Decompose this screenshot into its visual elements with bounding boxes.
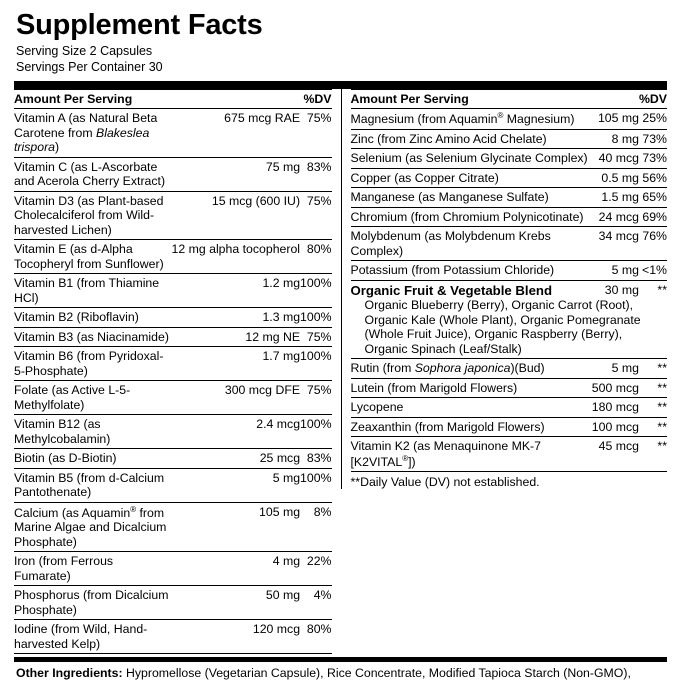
left-nutrient-table [14,89,332,655]
nutrient-amount: 34 mcg [592,227,639,261]
nutrient-dv: 73% [639,129,667,149]
table-row [351,109,668,130]
table-row [14,552,332,586]
nutrient-dv: 8% [300,502,331,552]
nutrient-name: Folate (as Active L-5-Methylfolate) [14,381,172,415]
nutrient-amount: 120 mcg [172,620,301,654]
facts-columns [14,89,667,655]
nutrient-name: Iron (from Ferrous Fumarate) [14,552,172,586]
table-row [351,417,668,437]
left-table-body [14,89,332,654]
serving-size: Serving Size 2 Capsules [16,44,153,59]
left-header-amount: Amount Per Serving [14,89,172,109]
nutrient-name: Phosphorus (from Dicalcium Phosphate) [14,586,172,620]
table-row [351,398,668,418]
nutrient-name: Chromium (from Chromium Polynicotinate) [351,207,592,227]
nutrient-name: Zinc (from Zinc Amino Acid Chelate) [351,129,592,149]
nutrient-amount: 1.5 mg [592,188,639,208]
nutrient-dv: 100% [300,415,331,449]
table-row [351,149,668,169]
nutrient-name: Vitamin B3 (as Niacinamide) [14,327,172,347]
nutrient-name: Vitamin E (as d-Alpha Tocopheryl from Sunflower) [14,240,172,274]
nutrient-name: Manganese (as Manganese Sulfate) [351,188,592,208]
nutrient-dv: 65% [639,188,667,208]
table-row [351,168,668,188]
nutrient-amount: 500 mcg [592,378,639,398]
table-row [14,586,332,620]
table-row [351,359,668,379]
nutrient-name: Zeaxanthin (from Marigold Flowers) [351,417,592,437]
nutrient-dv: 83% [300,449,331,469]
nutrient-dv: 73% [639,149,667,169]
nutrient-amount: 25 mcg [172,449,301,469]
left-column [14,89,341,655]
nutrient-dv: 100% [300,468,331,502]
nutrient-name: Rutin (from Sophora japonica)(Bud) [351,359,592,379]
nutrient-amount: 50 mg [172,586,301,620]
table-row [14,109,332,158]
table-row [14,347,332,381]
nutrient-dv: 100% [300,347,331,381]
nutrient-amount: 2.4 mcg [172,415,301,449]
nutrient-amount: 0.5 mg [592,168,639,188]
nutrient-dv: 69% [639,207,667,227]
nutrient-amount: 180 mcg [592,398,639,418]
nutrient-dv: 22% [300,552,331,586]
nutrient-dv: ** [639,378,667,398]
table-row [351,227,668,261]
nutrient-name: Potassium (from Potassium Chloride) [351,261,592,281]
nutrient-name: Molybdenum (as Molybdenum Krebs Complex) [351,227,592,261]
other-ingredients [16,662,667,681]
nutrient-dv: ** [639,359,667,379]
nutrient-name: Vitamin D3 (as Plant-based Cholecalciferol from Wild-harvested Lichen) [14,191,172,240]
nutrient-amount: 12 mg NE [172,327,301,347]
nutrient-amount: 4 mg [172,552,301,586]
nutrient-amount: 75 mg [172,157,301,191]
nutrient-amount: 1.2 mg [172,274,301,308]
nutrient-name: Lycopene [351,398,592,418]
table-row [14,620,332,654]
page-title: Supplement Facts [16,9,263,41]
nutrient-amount: 100 mcg [592,417,639,437]
nutrient-amount: 105 mg [172,502,301,552]
right-column [341,89,668,490]
nutrient-name: Vitamin K2 (as Menaquinone MK-7 [K2VITAL®]) [351,437,592,472]
nutrient-amount: 15 mcg (600 IU) [172,191,301,240]
nutrient-amount: 40 mcg [592,149,639,169]
table-row [14,327,332,347]
table-row [14,415,332,449]
nutrient-dv: 75% [300,327,331,347]
left-header-dv: %DV [300,89,331,109]
blend-row [351,280,668,298]
table-row [351,437,668,472]
nutrient-dv: 83% [300,157,331,191]
nutrient-name: Calcium (as Aquamin® from Marine Algae and Dicalcium Phosphate) [14,502,172,552]
table-row [14,308,332,328]
nutrient-name: Copper (as Copper Citrate) [351,168,592,188]
table-row [14,240,332,274]
nutrient-name: Vitamin B12 (as Methylcobalamin) [14,415,172,449]
blend-name: Organic Fruit & Vegetable Blend [350,282,553,298]
daily-value-footnote: **Daily Value (DV) not established. [350,475,540,490]
blend-description: Organic Blueberry (Berry), Organic Carrot (Root), Organic Kale (Whole Plant), Organic Pomegranate (Whole Fruit Juice), Organic Raspberry (Berry), Organic Spinach (Leaf/Stalk) [351,298,668,359]
table-row [14,449,332,469]
table-row [351,207,668,227]
nutrient-name: Magnesium (from Aquamin® Magnesium) [351,109,592,130]
blend-description-row [351,298,668,359]
table-row [351,129,668,149]
nutrient-amount: 300 mcg DFE [172,381,301,415]
other-ingredients-text: Hypromellose (Vegetarian Capsule), Rice Concentrate, Modified Tapioca Starch (Non-GMO), [122,666,631,681]
table-row [351,188,668,208]
nutrient-dv: ** [639,417,667,437]
nutrient-dv: 56% [639,168,667,188]
servings-per-container: Servings Per Container 30 [16,60,163,75]
nutrient-amount: 24 mcg [592,207,639,227]
nutrient-dv: 100% [300,308,331,328]
right-table-header-row [351,89,668,109]
heavy-divider [14,81,667,89]
nutrient-dv: 100% [300,274,331,308]
table-row [351,378,668,398]
left-header-spacer [172,89,301,109]
right-header-spacer [592,89,639,109]
table-row [14,468,332,502]
nutrient-amount: 45 mcg [592,437,639,472]
table-row [14,502,332,552]
right-header-dv: %DV [639,89,667,109]
nutrient-amount: 12 mg alpha tocopherol [172,240,301,274]
nutrient-amount: 8 mg [592,129,639,149]
nutrient-dv: 75% [300,381,331,415]
blend-amount: 30 mg [604,282,639,297]
table-row [14,191,332,240]
nutrient-amount: 675 mcg RAE [172,109,301,158]
nutrient-name: Lutein (from Marigold Flowers) [351,378,592,398]
nutrient-dv: 80% [300,620,331,654]
nutrient-dv: ** [639,437,667,472]
nutrient-name: Iodine (from Wild, Hand-harvested Kelp) [14,620,172,654]
nutrient-amount: 5 mg [592,359,639,379]
nutrient-name: Vitamin C (as L-Ascorbate and Acerola Cherry Extract) [14,157,172,191]
nutrient-amount: 1.7 mg [172,347,301,381]
other-ingredients-label: Other Ingredients: [16,666,123,681]
nutrient-amount: 105 mg [592,109,639,130]
nutrient-name: Vitamin B1 (from Thiamine HCl) [14,274,172,308]
right-table-body [351,89,668,472]
table-row [351,261,668,281]
nutrient-dv: 4% [300,586,331,620]
nutrient-name: Biotin (as D-Biotin) [14,449,172,469]
right-nutrient-table [351,89,668,473]
blend-dv: ** [657,282,667,297]
nutrient-dv: 75% [300,191,331,240]
nutrient-name: Vitamin B2 (Riboflavin) [14,308,172,328]
nutrient-amount: 5 mg [592,261,639,281]
nutrient-amount: 5 mg [172,468,301,502]
nutrient-name: Vitamin B6 (from Pyridoxal-5-Phosphate) [14,347,172,381]
nutrient-name: Selenium (as Selenium Glycinate Complex) [351,149,592,169]
nutrient-dv: 80% [300,240,331,274]
nutrient-dv: <1% [639,261,667,281]
nutrient-amount: 1.3 mg [172,308,301,328]
nutrient-name: Vitamin A (as Natural Beta Carotene from Blakeslea trispora) [14,109,172,158]
table-row [14,381,332,415]
nutrient-name: Vitamin B5 (from d-Calcium Pantothenate) [14,468,172,502]
nutrient-dv: 76% [639,227,667,261]
nutrient-dv: 75% [300,109,331,158]
left-table-header-row [14,89,332,109]
right-header-amount: Amount Per Serving [351,89,592,109]
nutrient-dv: ** [639,398,667,418]
table-row [14,157,332,191]
table-row [14,274,332,308]
nutrient-dv: 25% [639,109,667,130]
